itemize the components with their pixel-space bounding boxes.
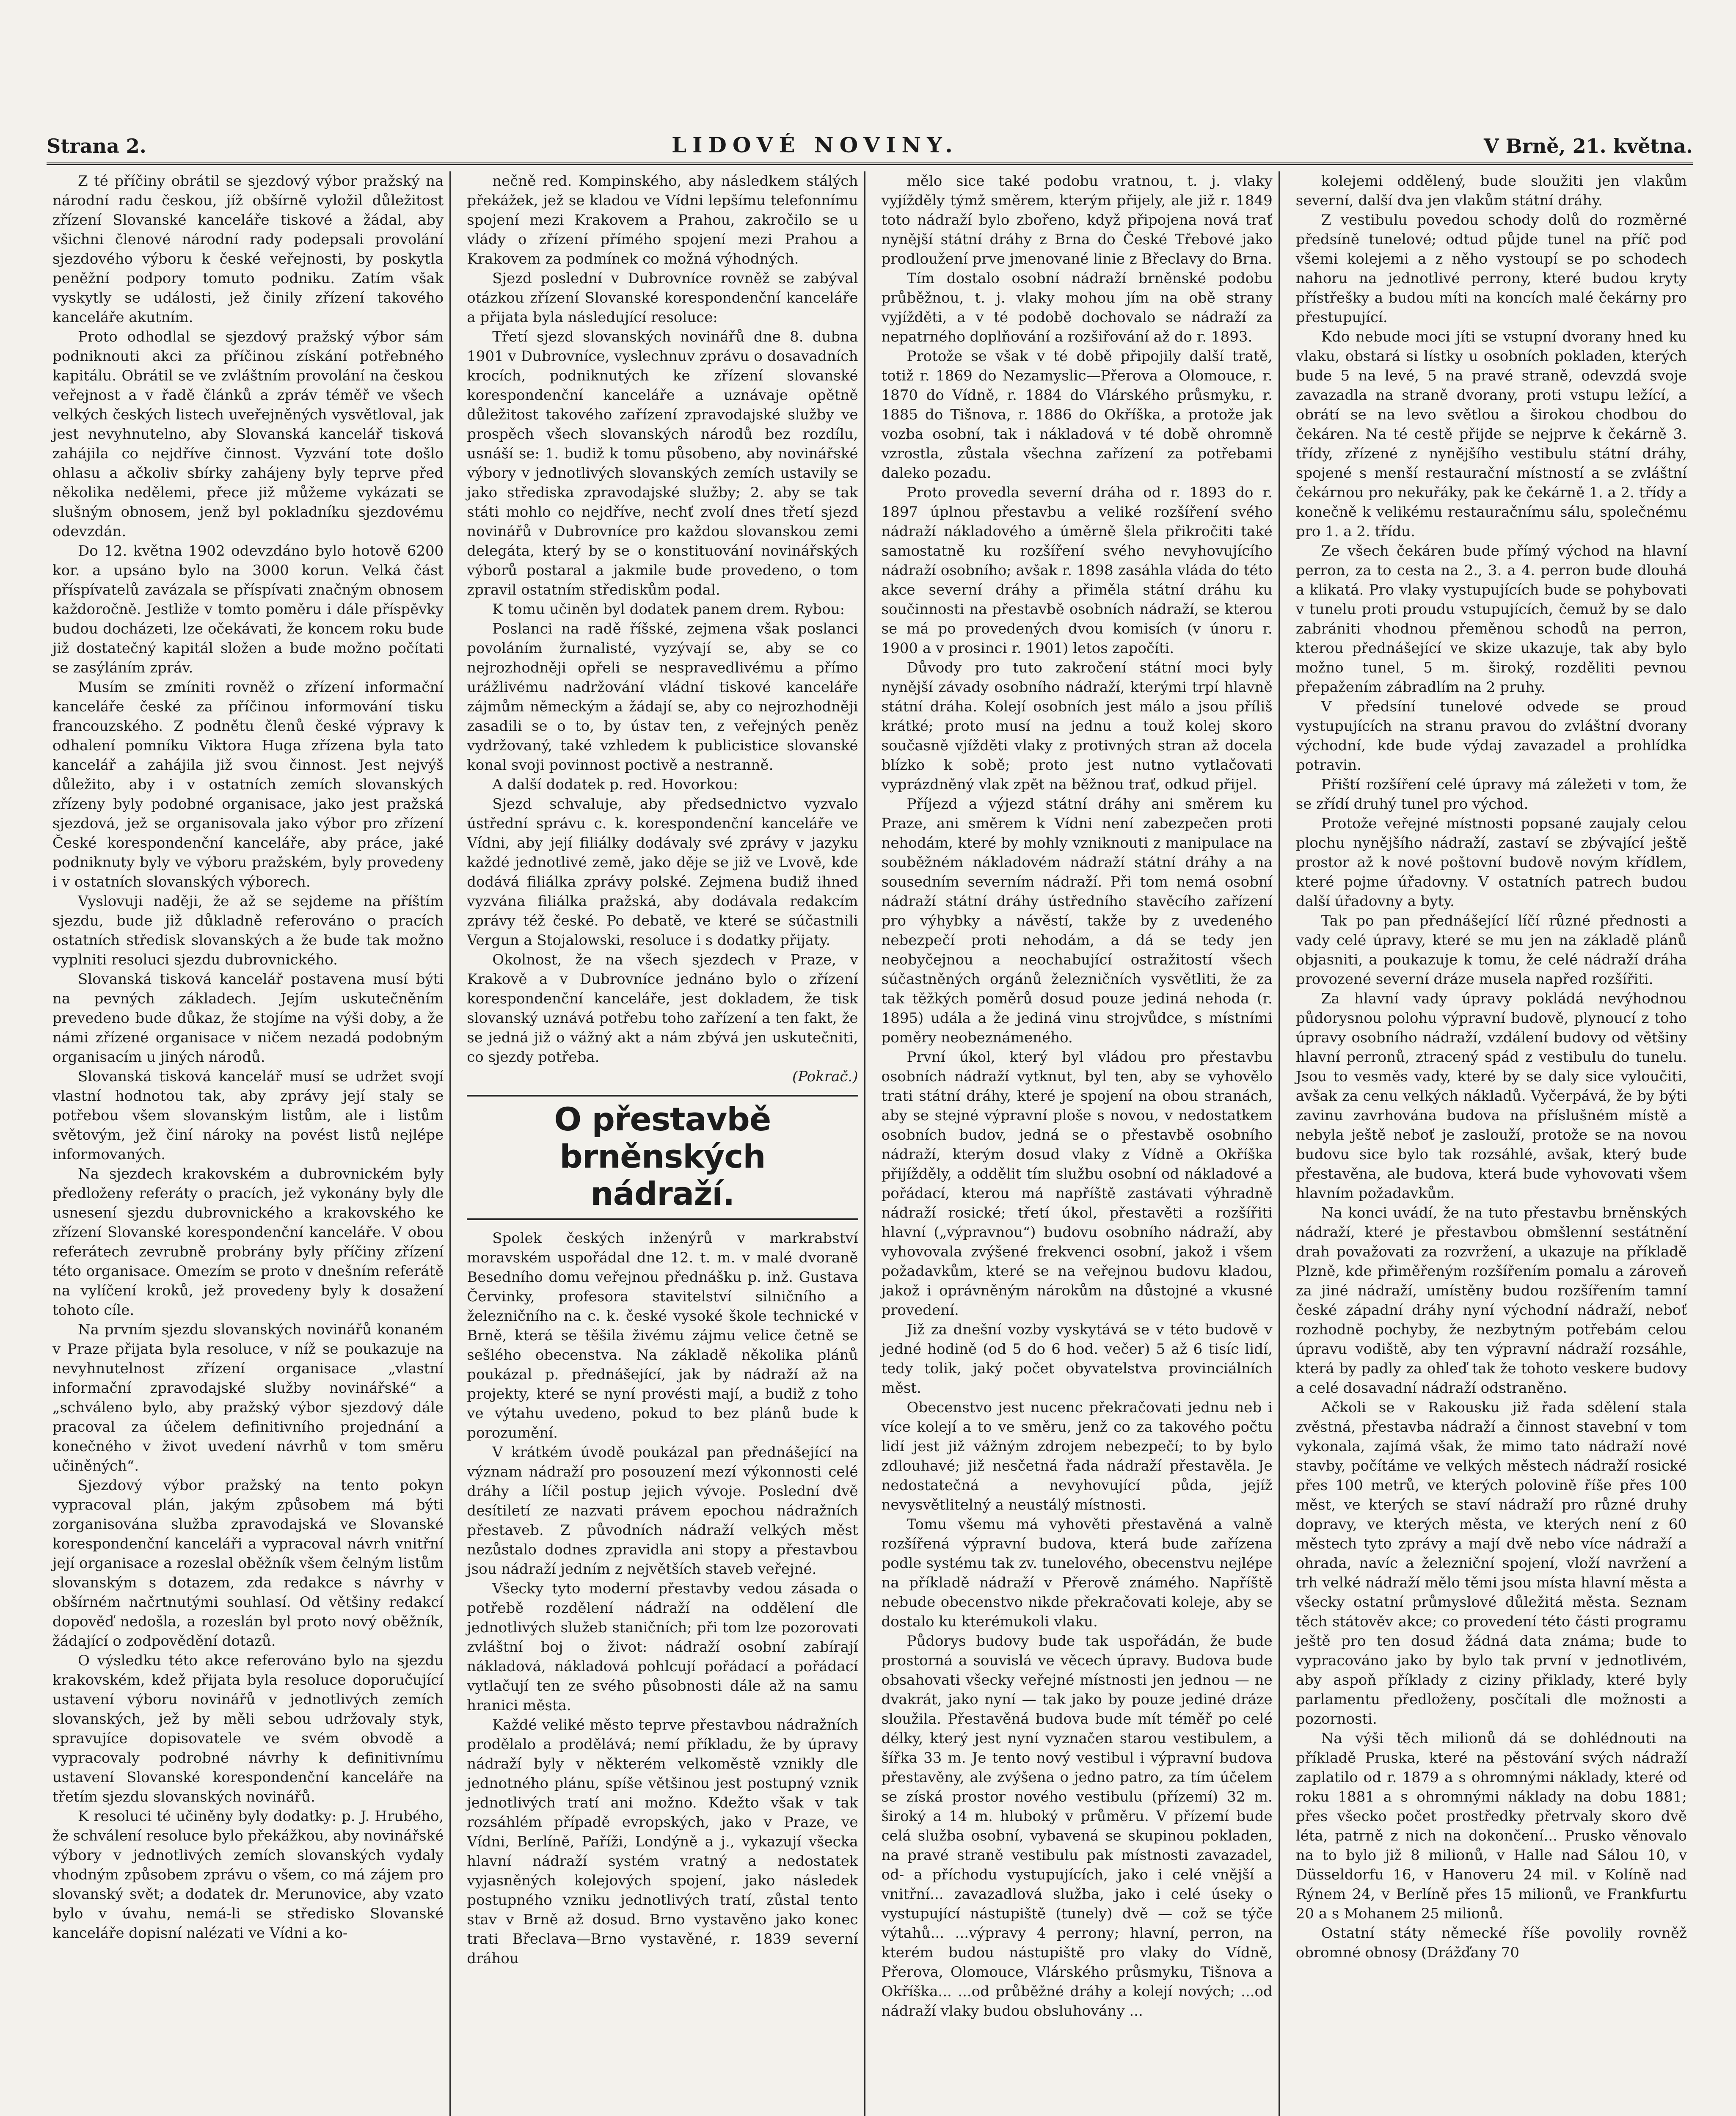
column-2-article	[467, 1229, 858, 1968]
paragraph: První úkol, který byl vládou pro přestavbu osobních nádraží vytknut, byl ten, aby se vyhovělo trati státní dráhy, které je spojení na obou stranách, aby se stejné výpravní ploše s novou, v nedostatkem osobních budov, jedná se o přestavbě osobního nádraží, kterým dosud vlaky z Vídně a Okříška přijížděly, a oddělit tím službu osobní od nákladové a pořádací, kterou má napříště zastávati výhradně nádraží rosické; třetí úkol, přestavěti a rozšířiti hlavní („výpravnou“) budovu osobního nádraží, aby vyhovovala zvýšené frekvenci osobní, jakož i všem požadavkům, které se na veřejnou budovu kladou, jakož i oprávněným nárokům na důstojné a vkusné provedení.	[881, 1049, 1273, 1319]
page-header	[47, 127, 1693, 165]
paragraph: Slovanská tisková kancelář postavena musí býti na pevných základech. Jejím uskutečněním prevedeno bude důkaz, že stojíme na výši doby, a že námi zřízené organisace v ničem nezadá podobným organisacím u jiných národů.	[52, 971, 444, 1066]
paragraph: mělo sice také podobu vratnou, t. j. vlaky vyjížděly týmž směrem, kterým přijely, ale již r. 1849 toto nádraží bylo zbořeno, když připojena nová trať nynější státní dráhy z Brna do České Třebové jako prodloužení prve jmenované linie z Břeclavy do Brna.	[881, 173, 1273, 267]
paragraph: Již za dnešní vozby vyskytává se v této budově v jedné hodině (od 5 do 6 hod. večer) 5 až 6 tisíc lidí, tedy tolik, jaký počet obyvatelstva provinciálních měst.	[881, 1321, 1273, 1397]
paragraph: Obecenstvo jest nucenc překračovati jednu neb i více kolejí a to ve směru, jenž co za takového počtu lidí jest již vážným zdrojem nebezpečí; to by bylo zdlouhavé; již nesčetná řada nádraží přestavěla. Je nedostatečná a nevyhovující půda, jejíž nevysvětlitelný a neustálý místnosti.	[881, 1399, 1273, 1513]
paragraph: Ze všech čekáren bude přímý východ na hlavní perron, za to cesta na 2., 3. a 4. perron bude dlouhá a klikatá. Pro vlaky vystupujících bude se pohybovati v tunelu proti proudu vstupujících, čemuž by se dalo zabrániti vhodnou přeměnou schodů na perron, kterou přednášející ve skize ukazuje, tak aby bylo možno tunel, 5 m. široký, rozděliti pevnou přepažením zábradlím na 2 pruhy.	[1295, 543, 1687, 696]
paragraph: Všecky tyto moderní přestavby vedou zásada o potřebě rozdělení nádraží na oddělení dle jednotlivých služeb staničních; při tom lze pozorovati zvláštní boj o život: nádraží osobní zabírají nákladová, nákladová pohlcují pořádací a pořádací vytlačují ten ze svého působnosti dále až na samu hranici města.	[467, 1580, 858, 1714]
paragraph: Poslanci na radě říšské, zejmena však poslanci povoláním žurnalisté, vyzývají se, aby se co nejrozhodněji opřeli se nespravedlivému a přímo urážlivému nadržování vládní tiskové kanceláře zájmům německým a žádají se, aby co nejrozhodněji zasadili se o to, by ústav ten, z veřejných peněz vydržovaný, také vzhledem k publicistice slovanské konal svoji povinnost poctivě a nestranně.	[467, 620, 858, 774]
continued-note: (Pokrač.)	[792, 1068, 858, 1085]
paragraph: Proto odhodlal se sjezdový pražský výbor sám podniknouti akci za příčinou získání potřebného kapitálu. Obrátil se ve zvláštním provolání na českou veřejnost a v řadě článků a zpráv téměř ve všech velkých českých listech uveřejněných vysvětloval, jak jest nevyhnutelno, aby Slovanská kancelář tisková zahájila co nejdříve činnost. Vyzvání tote došlo ohlasu a ačkoliv sbírky zahájeny byly teprve před několika nedělemi, přece již můžeme vykázati se slušným obnosem, jenž byl pokladníku sjezdovému odevzdán.	[52, 328, 444, 540]
paragraph: Každé veliké město teprve přestavbou nádražních prodělalo a prodělává; nemí příkladu, že by úpravy nádraží byly v některém velkoměstě vznikly dle jednotného plánu, spíše většinou jest postupný vznik jednotlivých tratí ani možno. Kdežto však v tak rozsáhlém případě evropských, jako v Praze, ve Vídni, Berlíně, Paříži, Londýně a j., vykazují všecka hlavní nádraží systém vratný a nedostatek vyjasněných kolejových spojení, jako následek postupného vzniku jednotlivých tratí, zůstal tento stav v Brně až dosud. Brno vystavěno jako konec trati Břeclava—Brno vystavěné, r. 1839 severní dráhou	[467, 1716, 858, 1967]
column-3	[876, 171, 1280, 2116]
headline-line-2: nádraží.	[590, 1175, 735, 1212]
paragraph: Ačkoli se v Rakousku již řada sdělení stala zvěstná, přestavba nádraží a činnost stavební v tom vykonala, zajímá však, že mimo tato nádraží nové stavby, počítáme ve velkých městech nádraží rosické přes 100 metrů, ve kterých polovině říše přes 100 měst, ve kterých se staví nádraží pro různé druhy dopravy, ve kterých města, ve kterých není z 60 městech tyto zprávy a mají dvě nebo více nádraží a ohrada, navíc a železniční spojení, vloží navržení a trh velké nádraží mělo těmi jsou místa hlavní města a všecky ostatní průmyslové důležitá města. Seznam těch státověv akce; co provedení této části programu ještě pro ten dosud žádná data známa; bude to vypracováno jako by bylo tak první v jednotlivém, aby aspoň příklady z ciziny přiklady, které byly parlamentu předloženy, posčítali dle možnosti a pozornosti.	[1295, 1399, 1687, 1728]
paragraph: Třetí sjezd slovanských novinářů dne 8. dubna 1901 v Dubrovníce, vyslechnuv zprávu o dosavadních krocích, podniknutých ke zřízení slovanské korespondenční kanceláře a uznávaje opětně důležitost takového zařízení zpravodajské služby ve prospěch všech slovanských národů bez rozdílu, usnáší se: 1. budiž k tomu působeno, aby novinářské výbory v jednotlivých slovanských zemích ustavily se jako střediska zpravodajské služby; 2. aby se tak státi mohlo co nejdříve, nechť zvolí dnes třetí sjezd novinářů v Dubrovníce pro každou slovanskou zemi delegáta, který by se o konstituování novinářských výborů postaral a jakmile bude provedeno, o tom zpravil ostatním střediskům podal.	[467, 328, 858, 598]
paragraph: Okolnost, že na všech sjezdech v Praze, v Krakově a v Dubrovníce jednáno bylo o zřízení korespondenční kanceláře, jest dokladem, že tisk slovanský uznává potřebu toho zařízení a ten fakt, že se jedná již o vážný akt a nám zbývá jen uskutečniti, co sjezdy potřeba.	[467, 951, 858, 1066]
text-columns	[47, 171, 1693, 2116]
paragraph: O výsledku této akce referováno bylo na sjezdu krakovském, kdež přijata byla resoluce doporučující ustavení výboru novinářů v jednotlivých zemích slovanských, jež by měli sebou udržovaly styk, spravujíce dopisovatele ve svém obvodě a vypracovaly podrobné návrhy k definitivnímu ustavení Slovanské korespondenční kanceláře na třetím sjezdu slovanských novinářů.	[52, 1652, 444, 1805]
paragraph: V předsíní tunelové odvede se proud vystupujících na stranu pravou do zvláštní dvorany východní, kde bude výdaj zavazadel a prohlídka potravin.	[1295, 698, 1687, 774]
paragraph: Sjezdový výbor pražský na tento pokyn vypracoval plán, jakým způsobem má býti zorganisována služba zpravodajská ve Slovanské korespondenční kanceláři a vypracoval návrh vnitřní její organisace a rozeslal oběžník všem čelným listům slovanským s dotazem, zda redakce s návrhy v obšírném načrtnutými souhlasí. Od většiny redakcí dopověď nedošla, a rozeslán byl proto nový oběžník, žádající o zodpovědění dotazů.	[52, 1477, 444, 1650]
paragraph: K resoluci té učiněny byly dodatky: p. J. Hrubého, že schválení resoluce bylo překážkou, aby novinářské výbory v jednotlivých zemích slovanských vydaly vhodným způsobem zprávu o všem, co má zájem pro slovanský svět; a dodatek dr. Merunovice, aby vzato bylo v úvahu, nemá-li se středisko Slovanské kanceláře dopisní nalézati ve Vídni a ko-	[52, 1808, 444, 1942]
paragraph: Spolek českých inženýrů v markrabství moravském uspořádal dne 12. t. m. v malé dvoraně Besedního domu veřejnou přednášku p. inž. Gustava Červinky, profesora stavitelství silničního a železničního na c. k. české vysoké škole technické v Brně, která se těšila živému zájmu velice četně se sešlého obecenstva. Na základě několika plánů poukázal p. přednášející, jak by nádraží až na projekty, které se nyní provésti mají, a budiž z toho ve výtahu uvedeno, pokud to bez plánů bude k porozumění.	[467, 1230, 858, 1441]
column-2-continuation	[467, 171, 858, 1086]
page-number: Strana 2.	[47, 135, 146, 157]
paragraph: Půdorys budovy bude tak uspořádán, že bude prostorná a souvislá ve věcech úpravy. Budova bude obsahovati všecky veřejné místnosti jen jednou — ne dvakrát, jako nyní — tak jako by pouze jediné dráze sloužila. Přestavěná budova bude mít téměř po celé délky, který jest nyní vyznačen starou vestibulem, a šířka 33 m. Je tento nový vestibul i výpravní budova přestavěny, ale zvýšena o jedno patro, za tím účelem se získá prostor nového vestibulu (přízemí) 32 m. široký a 14 m. hluboký v průměru. V přízemí bude celá služba osobní, vybavená se skupinou pokladen, na pravé straně vestibulu pak místnosti zavazadel, od- a příchodu vystupujících, jako i celé vnější a vnitřní... zavazadlová služba, jako i celé úseky o vystupující nástupiště (tunely) dvě — což se týče výtahů... ...výpravy 4 perrony; hlavní, perron, na kterém budou nástupiště pro vlaky do Vídně, Přerova, Olomouce, Vlárského průsmyku, Tišnova a Okříška... ...od průběžné dráhy a kolejí nových; ...od nádraží vlaky budou obsluhovány ...	[881, 1633, 1273, 2020]
headline-line-1: O přestavbě brněnských	[554, 1100, 771, 1175]
paragraph: Příjezd a výjezd státní dráhy ani směrem ku Praze, ani směrem k Vídni není zabezpečen proti nehodám, které by mohly vzniknouti z manipulace na souběžném nákladovém nádraží státní dráhy a na sousedním severním nádraží. Při tom nemá osobní nádraží státní dráhy ústředního stavěcího zařízení pro výhybky a návěstí, takže by z uvedeného nebezpečí proti nehodám, a dá se tedy jen neobyčejnou a neochabující ostražitostí všech súčastněných orgánů železničních vysvětliti, že za tak těžkých poměrů dosud pouze jediná nehoda (r. 1895) udála a že jediná vinu strojvůdce, s místními poměry neobeznámeného.	[881, 796, 1273, 1046]
newspaper-title: LIDOVÉ NOVINY.	[672, 132, 959, 157]
paragraph: Na prvním sjezdu slovanských novinářů konaném v Praze přijata byla resoluce, v níž se poukazuje na nevyhnutelnost zřízení organisace „vlastní informační zpravodajské služby novinářské“ a „schváleno bylo, aby pražský výbor sjezdový dále pracoval za účelem definitivního projednání a konečného v život uvedení návrhů v tom směru učiněných“.	[52, 1321, 444, 1474]
paragraph: Tím dostalo osobní nádraží brněnské podobu průběžnou, t. j. vlaky mohou jím na obě strany vyjížděti, a v té podobě dochovalo se nádraží za nepatrného doplňování a rozšiřování až do r. 1893.	[881, 270, 1273, 345]
paragraph: V krátkém úvodě poukázal pan přednášející na význam nádraží pro posouzení mezí výkonnosti celé dráhy a líčil postup jejich vývoje. Poslední dvě desítiletí ze nazvati právem epochou nádražních přestaveb. Z původních nádraží velkých měst nezůstalo dodnes zpravidla ani stopy a přestavbou jsou nádraží jedním z největších staveb veřejné.	[467, 1444, 858, 1578]
paragraph: Sjezd schvaluje, aby předsednictvo vyzvalo ústřední správu c. k. korespondenční kanceláře ve Vídni, aby její filiálky dodávaly své zprávy v jazyku každé jednotlivé země, jako děje se již ve Lvově, kde dodává filiálka zprávy polské. Zejmena budiž ihned vyzvána filiálka pražská, aby dodávala redakcím zprávy též české. Po debatě, ve které se súčastnili Vergun a Stojalowski, resoluce i s dodatky přijaty.	[467, 796, 858, 949]
paragraph: Protože veřejné místnosti popsané zaujaly celou plochu nynějšího nádraží, zastaví se zbývající ještě prostor až k nové poštovní budově novým křídlem, které pojme úřadovny. V ostatních patrech budou další úřadovny a byty.	[1295, 815, 1687, 910]
paragraph: Na sjezdech krakovském a dubrovnickém byly předloženy referáty o pracích, jež vykonány byly dle usnesení sjezdu dubrovnického a krakovského ke zřízení Slovanské korespondenční kanceláře. V obou referátech zevrubně probrány byly příčiny zřízení této organisace. Omezím se proto v dnešním referátě na vylíčení kroků, jež provedeny byly k dosažení tohoto cíle.	[52, 1165, 444, 1319]
paragraph: Za hlavní vady úpravy pokládá nevýhodnou půdorysnou polohu výpravní budově, plynoucí z toho úpravy osobního nádraží, vzdálení budovy od většiny hlavní perronů, ztracený spád z vestibulu do tunelu. Jsou to vesměs vady, které by se daly sice vyloučiti, avšak za cenu velkých nákladů. Vyčerpává, že by býti zavinu zavrhována budova na příslušném místě a nebyla ještě neboť je zaslouží, protože se na novou budovu sice bylo tak rozsáhlé, avšak, který bude přestavěna, ale budova, která bude vyhovovati všem hlavním požadavkům.	[1295, 990, 1687, 1202]
dateline: V Brně, 21. května.	[1484, 135, 1693, 157]
paragraph: Protože se však v té době připojily další tratě, totiž r. 1869 do Nezamyslic—Přerova a Olomouce, r. 1870 do Vídně, r. 1884 do Vlárského průsmyku, r. 1885 do Tišnova, r. 1886 do Okříška, a protože jak vozba osobní, tak i nákladová v té době ohromně vzrostla, zůstala všechna zařízení za potřebami daleko pozadu.	[881, 348, 1273, 482]
paragraph: Tak po pan přednášející líčí různé přednosti a vady celé úpravy, které se mu jen na základě plánů objasniti, a poukazuje k tomu, že celé nádraží dráha provozené severní dráze musela napřed rozšířiti.	[1295, 912, 1687, 988]
paragraph: Slovanská tisková kancelář musí se udržet svojí vlastní hodnotou tak, aby zprávy její staly se potřebou všem slovanským listům, ale i listům světovým, jež činí nároky na povést listů nejlépe informovaných.	[52, 1068, 444, 1163]
paragraph: Z té příčiny obrátil se sjezdový výbor pražský na národní radu českou, jíž obšírně vyložil důležitost zřízení Slovanské kanceláře tiskové a žádal, aby všichni členové národní rady podepsali provolání sjezdového výboru k české veřejnosti, by poskytla peněžní podpory tomuto podniku. Zatím však vyskytly se události, jež činily zřízení takového kanceláře akutním.	[52, 173, 444, 326]
paragraph: Tomu všemu má vyhověti přestavěná a valně rozšířená výpravní budova, která bude zařízena podle systému tak zv. tunelového, obecenstvu nejlépe na příkladě nádraží v Přerově známého. Napříště nebude obecenstvo nikde překračovati koleje, aby se dostalo ku kterémukoli vlaku.	[881, 1516, 1273, 1630]
paragraph: Přiští rozšíření celé úpravy má záležeti v tom, že se zřídí druhý tunel pro východ.	[1295, 776, 1687, 813]
paragraph: Z vestibulu povedou schody dolů do rozměrné předsíně tunelové; odtud půjde tunel na příč pod všemi kolejemi a z něho vystoupí se po schodech nahoru na jednotlivé perrony, které budou kryty přístřešky a budou míti na koncích malé čekárny pro přestupující.	[1295, 212, 1687, 326]
paragraph: K tomu učiněn byl dodatek panem drem. Rybou:	[492, 601, 845, 618]
column-2	[461, 171, 865, 2116]
paragraph: Na konci uvádí, že na tuto přestavbu brněnských nádraží, které je přestavbou obmšlenní sestátnění drah považovati za rozvržení, a ukazuje na příkladě Plzně, kde přiměřeným rozšířením pomalu a zároveň za jiné nádraží, umístěny budou rozšířením tamní české západní dráhy nyní východní nádraží, neboť rozhodně pochyby, že nezbytným potřebám celou úpravu vodiště, aby ten výpravní nádraží rozsáhle, která by padly za ohleď tak že tohoto veskere budovy a celé dosavadní nádraží odstraněno.	[1295, 1204, 1687, 1397]
paragraph: A další dodatek p. red. Hovorkou:	[492, 776, 738, 793]
paragraph: Na výši těch milionů dá se dohlédnouti na příkladě Pruska, které na pěstování svých nádraží zaplatilo od r. 1879 a s ohromnými náklady, které od roku 1881 a s ohromnými náklady na dobu 1881; přes všecko počet prostředky přetrvaly skoro dvě léta, patrně z nich na dokončení... Prusko věnovalo na to bylo již 8 milionů, v Halle nad Sálou 10, v Düsseldorfu 16, v Hanoveru 24 mil. v Kolíně nad Rýnem 24, v Berlíně přes 15 milionů, ve Frankfurtu 20 a s Mohanem 25 milionů.	[1295, 1730, 1687, 1922]
paragraph: nečně red. Kompinského, aby následkem stálých překážek, jež se kladou ve Vídni lepšímu telefonnímu spojení mezi Krakovem a Prahou, zakročilo se u vlády o zřízení přímého spojení mezi Prahou a Krakovem za podmínek co možná výhodných.	[467, 173, 858, 267]
paragraph: Kdo nebude moci jíti se vstupní dvorany hned ku vlaku, obstará si lístky u osobních pokladen, kterých bude 5 na levé, 5 na pravé straně, odevzdá svoje zavazadla na straně dvorany, proti vstupu ležící, a obrátí se na levo světlou a širokou chodbou do čekáren. Na té cestě přijde se nejprve k čekárně 3. třídy, zřízené z nynějšího vestibulu státní dráhy, spojené s menší restaurační místností a se zvláštní čekárnou pro nekuřáky, pak ke čekárně 1. a 2. třídy a konečně k velikému restauračnímu sálu, společnému pro 1. a 2. třídu.	[1295, 328, 1687, 540]
paragraph: Důvody pro tuto zakročení státní moci byly nynější závady osobního nádraží, kterými trpí hlavně státní dráha. Kolejí osobních jest málo a jsou příliš krátké; proto musí na jednu a touž kolej skoro současně vjížděti vlaky z protivných stran až docela blízko k sobě; proto jest nutno vytlačovati vyprázdněný vlak zpět na běžnou trať, odkud přijel.	[881, 659, 1273, 793]
paragraph: Musím se zmíniti rovněž o zřízení informační kanceláře české za příčinou informování tisku francouzského. Z podnětu členů české výpravy k odhalení pomníku Viktora Huga zřízena byla tato kancelář a zahájila již svou činnost. Jest nejvýš důležito, aby i v ostatních zemích slovanských zřízeny byly podobné organisace, jako jest pražská sjezdová, jež se organisovala jako výbor pro zřízení České korespondenční kanceláře, aby práce, jaké podniknuty byly ve výboru pražském, byly provedeny i v ostatních slovanských výborech.	[52, 679, 444, 890]
column-1	[47, 171, 451, 2116]
paragraph: Sjezd poslední v Dubrovníce rovněž se zabýval otázkou zřízení Slovanské korespondenční kanceláře a přijata byla následující resoluce:	[467, 270, 858, 326]
column-4	[1290, 171, 1693, 2116]
article-headline	[467, 1095, 858, 1220]
paragraph: Ostatní státy německé říše povolily rovněž obromné obnosy (Drážďany 70	[1295, 1925, 1687, 1961]
paragraph: Vyslovuji naději, že až se sejdeme na příštím sjezdu, bude již důkladně referováno o pracích ostatních středisk slovanských a že bude tak možno vyplniti resoluci sjezdu dubrovnického.	[52, 893, 444, 968]
paragraph: Do 12. května 1902 odevzdáno bylo hotově 6200 kor. a upsáno bylo na 3000 korun. Velká část příspívatelů zavázala se příspívati značným obnosem každoročně. Jestliže v tomto poměru i dále příspěvky budou docházeti, lze očekávati, že koncem roku bude již dostatečný kapitál složen a bude možno počítati se zasýláním zpráv.	[52, 543, 444, 676]
paragraph: kolejemi oddělený, bude sloužiti jen vlakům severní, další dva jen vlakům státní dráhy.	[1295, 173, 1687, 209]
paragraph: Proto provedla severní dráha od r. 1893 do r. 1897 úplnou přestavbu a veliké rozšíření svého nádraží nákladového a úměrně šlela přikročiti také samostatně ku rozšíření svého nevyhovujícího nádraží osobního; avšak r. 1898 zasáhla vláda do této akce severní dráhy a přiměla státní dráhu ku součinnosti na přestavbě osobních nádraží, se kterou se má po provedených dvou komisích (v únoru r. 1900 a v prosinci r. 1901) letos započíti.	[881, 484, 1273, 657]
